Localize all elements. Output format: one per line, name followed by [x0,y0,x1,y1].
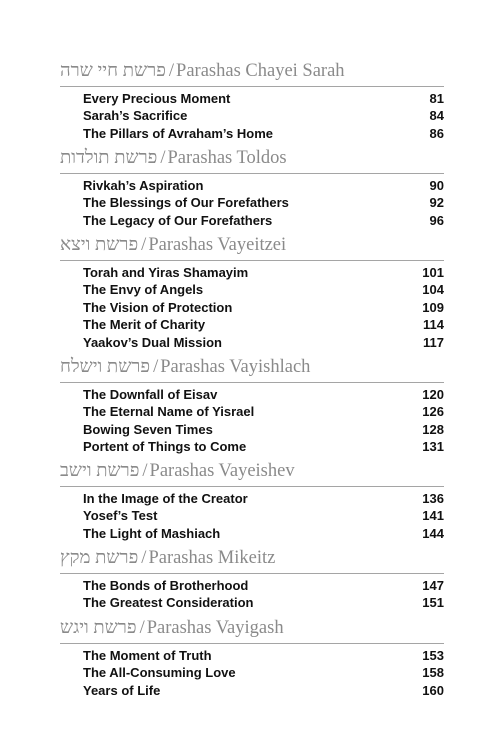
entry-page-number: 136 [422,491,444,506]
section-heading-english: Parashas Mikeitz [148,548,276,568]
entry-title: The Bonds of Brotherhood [83,578,249,593]
toc-entry [83,507,444,524]
entry-title: Yaakov’s Dual Mission [83,334,222,350]
toc-entry [83,403,444,420]
entry-page-number: 144 [422,525,444,541]
entry-list [83,90,444,142]
entry-page-number: 96 [429,212,444,228]
entry-page-number: 160 [422,682,444,698]
heading-separator: / [153,357,159,377]
section-heading-english: Parashas Vayeishev [149,461,295,481]
entry-list [83,264,444,351]
section-heading [60,613,444,644]
toc-section-chayei-sarah [60,56,444,142]
section-heading-hebrew: פרשת ויצא [60,235,139,255]
entry-page-number: 81 [429,91,444,106]
toc-entry [83,107,444,124]
entry-title: The Light of Mashiach [83,525,221,541]
section-heading [60,230,444,261]
toc-section-vayeitzei [60,230,444,351]
section-heading-english: Parashas Vayishlach [160,357,311,377]
section-heading-english: Parashas Vayigash [146,618,284,638]
section-heading-hebrew: פרשת וישלח [60,357,151,377]
entry-title: Every Precious Moment [83,91,231,106]
entry-title: The All-Consuming Love [83,665,236,681]
entry-title: Yosef’s Test [83,508,158,524]
section-heading-hebrew: פרשת תולדות [60,148,158,168]
entry-page-number: 90 [429,178,444,193]
heading-separator: / [160,148,166,168]
toc-entry [83,281,444,298]
entry-title: Portent of Things to Come [83,439,247,455]
toc-entry [83,664,444,681]
entry-title: The Envy of Angels [83,282,204,298]
entry-page-number: 147 [422,578,444,593]
toc-entry [83,577,444,594]
entry-title: Rivkah’s Aspiration [83,178,204,193]
section-heading [60,456,444,487]
toc-entry [83,177,444,194]
entry-title: Torah and Yiras Shamayim [83,265,249,280]
entry-list [83,647,444,699]
entry-title: The Merit of Charity [83,317,206,333]
heading-separator: / [141,235,147,255]
section-heading [60,56,444,87]
entry-page-number: 104 [422,282,444,298]
entry-title: The Blessings of Our Forefathers [83,195,289,211]
toc-entry [83,194,444,211]
heading-separator: / [141,548,147,568]
toc-entry [83,334,444,351]
entry-page-number: 158 [422,665,444,681]
entry-page-number: 153 [422,648,444,663]
heading-separator: / [142,461,148,481]
section-heading [60,143,444,174]
section-heading [60,352,444,383]
toc-entry [83,386,444,403]
entry-title: The Eternal Name of Yisrael [83,404,255,420]
section-heading-hebrew: פרשת חיי שרה [60,61,166,81]
toc-section-toldos [60,143,444,229]
toc-entry [83,125,444,142]
entry-page-number: 117 [423,334,444,350]
entry-title: The Pillars of Avraham’s Home [83,125,274,141]
entry-page-number: 151 [422,595,444,611]
toc-entry [83,90,444,107]
entry-page-number: 92 [429,195,444,211]
entry-list [83,490,444,542]
toc-entry [83,594,444,611]
entry-page-number: 114 [423,317,444,333]
entry-title: Sarah’s Sacrifice [83,108,188,124]
toc-section-vayeishev [60,456,444,542]
toc-section-mikeitz [60,543,444,612]
toc-entry [83,212,444,229]
toc-entry [83,421,444,438]
entry-title: The Moment of Truth [83,648,212,663]
section-heading-hebrew: פרשת ויגש [60,618,137,638]
heading-separator: / [139,618,145,638]
section-heading-english: Parashas Vayeitzei [148,235,287,255]
entry-page-number: 101 [422,265,444,280]
toc-entry [83,264,444,281]
entry-title: The Downfall of Eisav [83,387,218,402]
entry-page-number: 141 [422,508,444,524]
toc-entry [83,682,444,699]
section-heading-english: Parashas Chayei Sarah [176,61,345,81]
toc-entry [83,525,444,542]
entry-page-number: 109 [422,299,444,315]
entry-page-number: 126 [422,404,444,420]
toc-entry [83,316,444,333]
entry-page-number: 128 [422,421,444,437]
section-heading-hebrew: פרשת וישב [60,461,140,481]
toc-entry [83,490,444,507]
entry-list [83,577,444,612]
toc-entry [83,299,444,316]
entry-title: The Greatest Consideration [83,595,254,611]
section-heading-hebrew: פרשת מקץ [60,548,139,568]
toc-section-vayishlach [60,352,444,456]
heading-separator: / [168,61,175,81]
toc-entry [83,647,444,664]
entry-title: In the Image of the Creator [83,491,248,506]
entry-list [83,177,444,229]
section-heading-english: Parashas Toldos [167,148,287,168]
section-heading [60,543,444,574]
toc-section-vayigash [60,613,444,699]
entry-page-number: 131 [422,439,444,455]
toc-entry [83,438,444,455]
entry-title: The Legacy of Our Forefathers [83,212,273,228]
entry-title: Years of Life [83,682,161,698]
entry-page-number: 86 [429,125,444,141]
entry-title: The Vision of Protection [83,299,233,315]
entry-page-number: 120 [422,387,444,402]
entry-page-number: 84 [429,108,444,124]
entry-title: Bowing Seven Times [83,421,213,437]
entry-list [83,386,444,456]
